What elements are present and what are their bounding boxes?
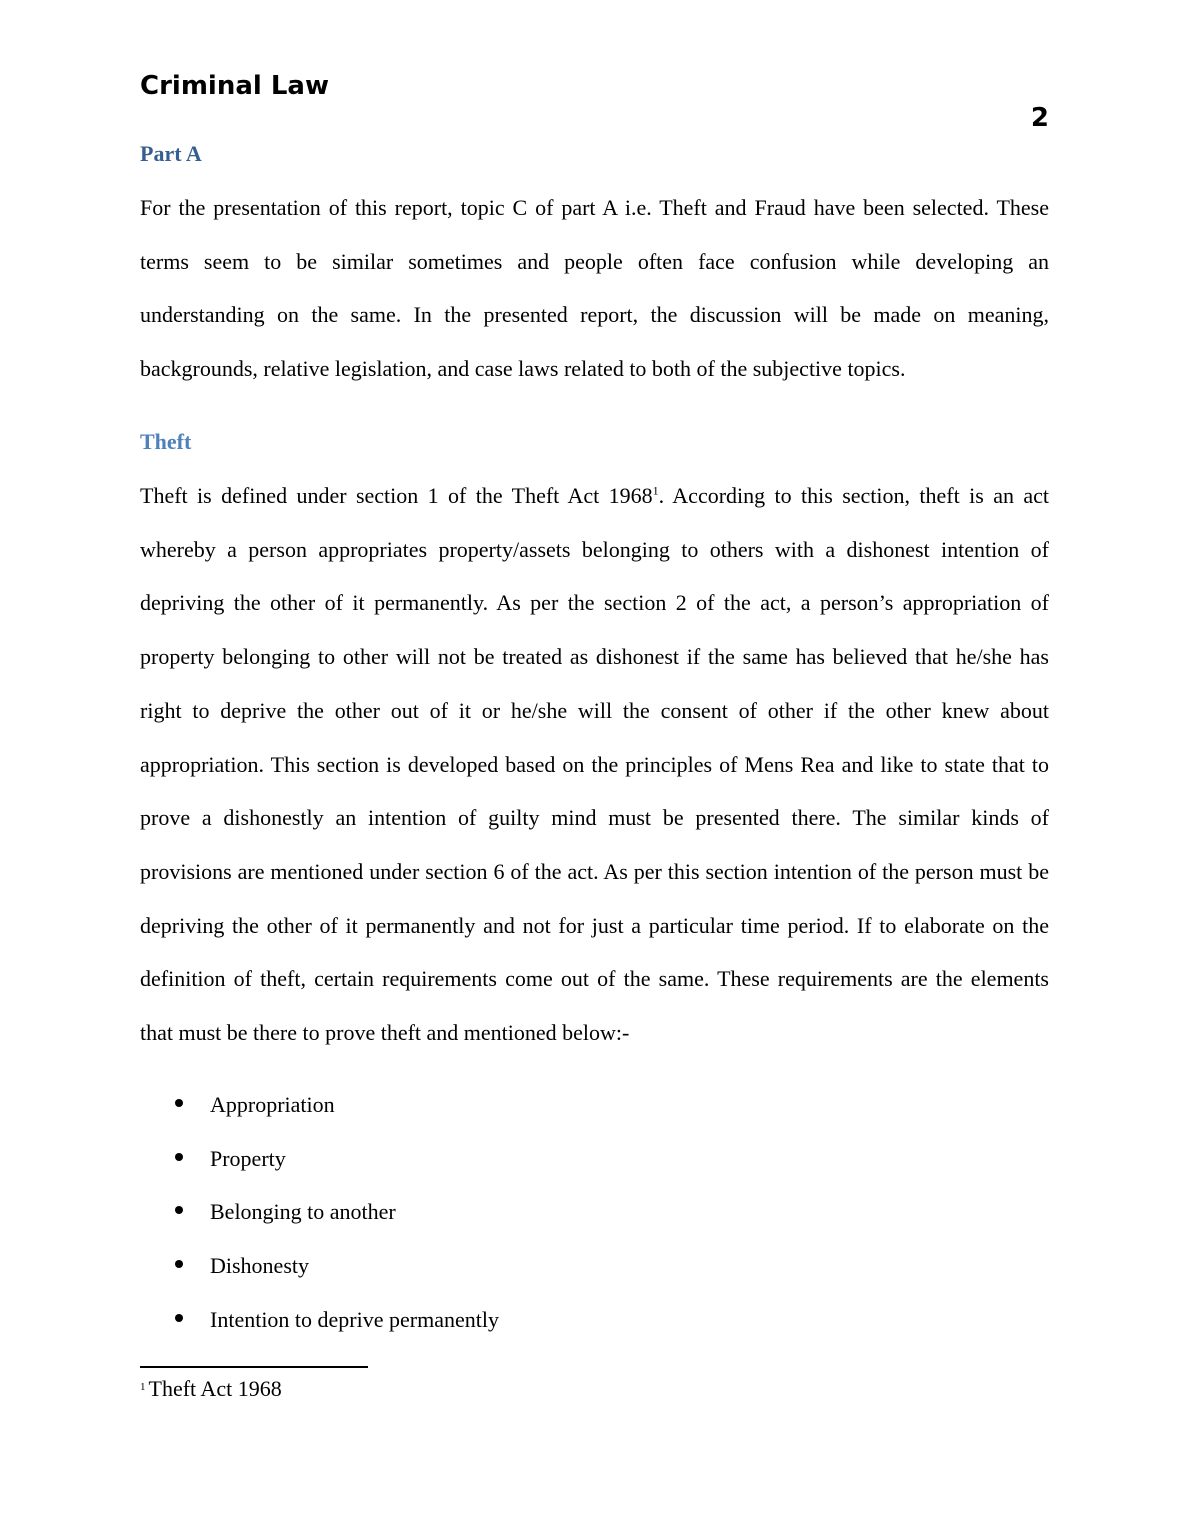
list-item-text: Intention to deprive permanently [210, 1306, 499, 1332]
list-item-text: Dishonesty [210, 1253, 309, 1279]
theft-paragraph-rest: . According to this section, theft is an act whereby a person appropriates property/assets belonging to others with a dishonest intention of depriving the other of it permanently. As per the section 2 of the act, a person’s appropriation of property belonging to other will not be treated as dishonest if the same has believed that he/she has right to deprive the other out of it or he/she will the consent of other if the other knew about appropriation. This section is developed based on the principles of Mens Rea and like to state that to prove a dishonestly an intention of guilty mind must be presented there. The similar kinds of provisions are mentioned under section 6 of the act. As per this section intention of the person must be depriving the other of it permanently and not for just a particular time period. If to elaborate on the definition of theft, certain requirements come out of the same. These requirements are the elements that must be there to prove theft and mentioned below:- [140, 483, 1049, 1046]
list-item [140, 1293, 840, 1347]
theft-paragraph-start: Theft is defined under section 1 of the Theft Act 1968 [140, 483, 653, 508]
header-title: Criminal Law [140, 71, 329, 101]
theft-elements-list [140, 1078, 840, 1346]
footnote-number: 1 [140, 1381, 146, 1393]
list-item [140, 1078, 840, 1132]
bullet-icon [175, 1206, 183, 1214]
bullet-icon [175, 1260, 183, 1268]
footnote-separator [140, 1366, 368, 1368]
part-a-heading: Part A [140, 141, 202, 166]
footnote-reference[interactable]: 1 [652, 483, 659, 498]
part-a-paragraph: For the presentation of this report, topic C of part A i.e. Theft and Fraud have been selected. These terms seem to be similar sometimes and people often face confusion while developing an understanding on the same. In the presented report, the discussion will be made on meaning, backgrounds, relative legislation, and case laws related to both of the subjective topics. [140, 195, 1049, 382]
footnote-text: Theft Act 1968 [148, 1376, 282, 1401]
bullet-icon [175, 1153, 183, 1161]
theft-paragraph [140, 469, 1049, 1060]
list-item-text: Belonging to another [210, 1199, 396, 1225]
list-item [140, 1239, 840, 1293]
list-item [140, 1132, 840, 1186]
list-item-text: Appropriation [210, 1092, 335, 1117]
bullet-icon [175, 1099, 183, 1107]
theft-heading: Theft [140, 429, 192, 454]
footnote [140, 1372, 282, 1404]
list-item [140, 1185, 840, 1239]
bullet-icon [175, 1314, 183, 1322]
page-number: 2 [1030, 103, 1049, 133]
list-item-text: Property [210, 1145, 286, 1171]
